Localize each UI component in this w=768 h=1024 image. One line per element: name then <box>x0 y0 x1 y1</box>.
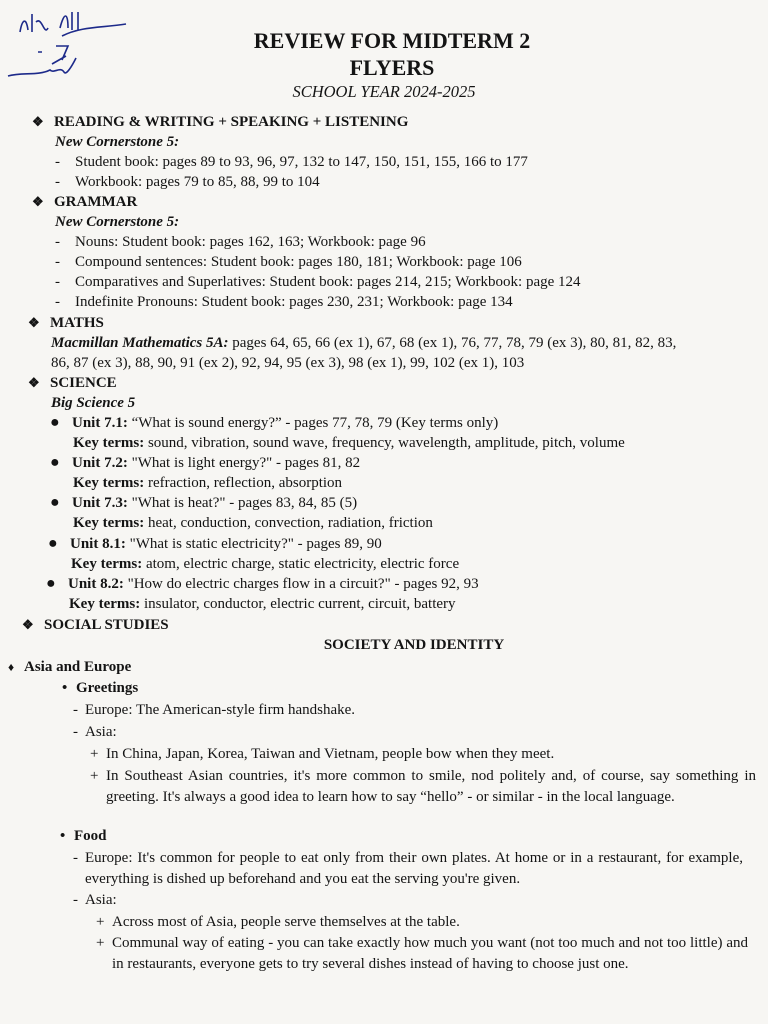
sub-list-item: + In China, Japan, Korea, Taiwan and Vietnam, people bow when they meet. <box>90 746 555 762</box>
diamond-bullet-icon: ❖ <box>22 617 34 632</box>
topic-heading: • Greetings <box>62 680 139 696</box>
school-year: SCHOOL YEAR 2024-2025 <box>292 82 476 101</box>
list-item: - Nouns: Student book: pages 162, 163; Workbook: page 96 <box>55 234 426 250</box>
section-heading-maths: ❖ MATHS <box>28 315 104 331</box>
list-item: - Europe: The American-style firm handshake. <box>73 702 356 718</box>
social-subheading: SOCIETY AND IDENTITY <box>323 637 505 653</box>
list-item: - Student book: pages 89 to 93, 96, 97, 132 to 147, 150, 151, 155, 166 to 177 <box>55 154 528 170</box>
maths-pages-line-1: Macmillan Mathematics 5A: pages 64, 65, 66 (ex 1), 67, 68 (ex 1), 76, 77, 78, 79 (ex 3), 80, 81, 82, 83, <box>51 335 677 351</box>
list-item: - Compound sentences: Student book: pages 180, 181; Workbook: page 106 <box>55 254 522 270</box>
sub-list-item: + Communal way of eating - you can take exactly how much you want (not too much and not too little) and in restaurants, everyone gets to try several dishes instead of having to choose just one. <box>96 935 748 972</box>
maths-pages-line-2: 86, 87 (ex 3), 88, 90, 91 (ex 2), 92, 94, 95 (ex 3), 98 (ex 1), 99, 102 (ex 1), 103 <box>51 355 525 371</box>
page-subtitle: FLYERS <box>349 55 435 80</box>
science-key-terms: Key terms: atom, electric charge, static electricity, electric force <box>71 556 460 572</box>
diamond-bullet-icon: ❖ <box>32 194 44 209</box>
science-key-terms: Key terms: insulator, conductor, electric current, circuit, battery <box>69 596 456 612</box>
science-key-terms: Key terms: heat, conduction, convection, radiation, friction <box>73 515 433 531</box>
list-item: - Asia: <box>73 724 117 740</box>
diamond-bullet-icon: ❖ <box>32 114 44 129</box>
science-unit: ● Unit 7.1: “What is sound energy?” - pages 77, 78, 79 (Key terms only) <box>50 414 499 431</box>
section-heading-science: ❖ SCIENCE <box>28 375 117 391</box>
science-key-terms: Key terms: refraction, reflection, absorption <box>73 475 343 491</box>
book-title: New Cornerstone 5: <box>55 134 180 150</box>
science-unit: ● Unit 7.2: "What is light energy?" - pages 81, 82 <box>50 454 361 471</box>
topic-heading: • Food <box>60 828 107 844</box>
section-heading-social-studies: ❖ SOCIAL STUDIES <box>22 617 169 633</box>
science-key-terms: Key terms: sound, vibration, sound wave, frequency, wavelength, amplitude, pitch, volume <box>73 435 625 451</box>
diamond-solid-icon: ♦ <box>8 660 15 674</box>
list-item: - Indefinite Pronouns: Student book: pages 230, 231; Workbook: page 134 <box>55 294 513 310</box>
science-unit: ● Unit 8.1: "What is static electricity?" - pages 89, 90 <box>48 535 382 552</box>
section-heading-reading: ❖ READING & WRITING + SPEAKING + LISTENING <box>32 114 409 130</box>
book-title: New Cornerstone 5: <box>55 214 180 230</box>
list-item: - Workbook: pages 79 to 85, 88, 99 to 104 <box>55 174 320 190</box>
diamond-bullet-icon: ❖ <box>28 375 40 390</box>
sub-list-item: + Across most of Asia, people serve themselves at the table. <box>96 914 460 930</box>
sub-list-item: + In Southeast Asian countries, it's more common to smile, nod politely and, of course, say something in greeting. It's always a good idea to learn how to say “hello” - or similar - in the local language. <box>90 768 756 805</box>
science-unit: ● Unit 8.2: "How do electric charges flow in a circuit?" - pages 92, 93 <box>46 575 479 592</box>
page-title: REVIEW FOR MIDTERM 2 <box>253 28 531 53</box>
science-unit: ● Unit 7.3: "What is heat?" - pages 83, 84, 85 (5) <box>50 494 358 511</box>
section-heading-grammar: ❖ GRAMMAR <box>32 194 138 210</box>
diamond-bullet-icon: ❖ <box>28 315 40 330</box>
list-item: - Asia: <box>73 892 117 908</box>
list-item: - Comparatives and Superlatives: Student book: pages 214, 215; Workbook: page 124 <box>55 274 581 290</box>
region-heading: ♦ Asia and Europe <box>8 659 132 675</box>
book-title: Big Science 5 <box>51 395 136 411</box>
list-item: - Europe: It's common for people to eat only from their own plates. At home or in a restaurant, for example, everything is dished up beforehand and you eat the serving you're given. <box>73 850 743 887</box>
